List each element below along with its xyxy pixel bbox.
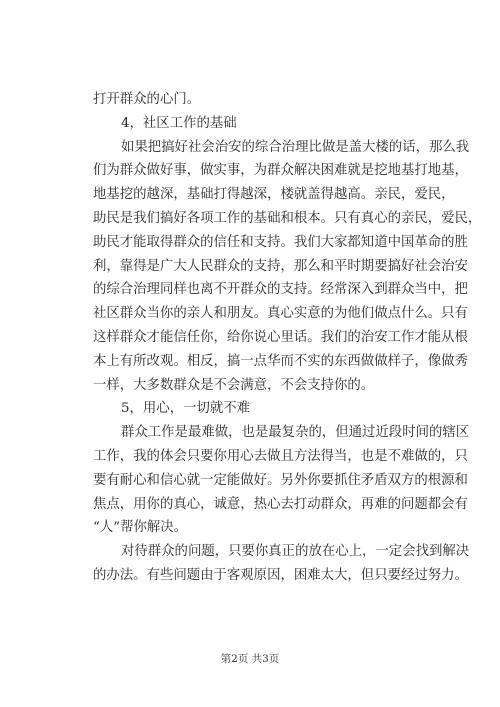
text-line: 如果把搞好社会治安的综合治理比做是盖大楼的话，那么我: [121, 139, 470, 155]
text-line: 本上有所改观。相反，搞一点华而不实的东西做做样子，像做秀: [93, 353, 468, 369]
section-heading: 4，社区工作的基础: [121, 115, 237, 131]
text-line: 打开群众的心门。: [93, 92, 201, 107]
text-line: 要有耐心和信心就一定能做好。另外你要抓住矛盾双方的根源和: [93, 472, 468, 488]
text-line: 群众工作是最难做，也是最复杂的，但通过近段时间的辖区: [121, 425, 470, 441]
text-line: 对待群众的问题，只要你真正的放在心上，一定会找到解决: [121, 544, 470, 560]
text-line: 社区群众当你的亲人和朋友。真心实意的为他们做点什么。只有: [93, 306, 468, 322]
text-line: 们为群众做好事，做实事，为群众解决困难就是挖地基打地基，: [93, 163, 468, 179]
text-line: 的办法。有些问题由于客观原因，困难太大，但只要经过努力。: [93, 567, 468, 583]
text-line: 工作，我的体会只要你用心去做且方法得当，也是不难做的，只: [93, 448, 468, 464]
page-footer: 第2页 共3页: [220, 653, 280, 665]
document-body: [93, 88, 482, 588]
text-line: 助民才能取得群众的信任和支持。我们大家都知道中国革命的胜: [93, 234, 468, 250]
text-line: 这样群众才能信任你，给你说心里话。我们的治安工作才能从根: [93, 329, 468, 345]
section-heading: 5，用心，一切就不难: [121, 401, 251, 417]
text-line: 助民是我们搞好各项工作的基础和根本。只有真心的亲民，爱民，: [93, 210, 482, 226]
text-line: 利，靠得是广大人民群众的支持，那么和平时期要搞好社会治安: [93, 258, 468, 274]
text-line: 一样，大多数群众是不会满意，不会支持你的。: [93, 377, 375, 393]
text-line: 焦点，用你的真心，诚意，热心去打动群众，再难的问题都会有: [93, 496, 468, 512]
text-line: 地基挖的越深，基础打得越深，楼就盖得越高。亲民，爱民，: [93, 187, 455, 203]
text-line: 的综合治理同样也离不开群众的支持。经常深入到群众当中，把: [93, 282, 468, 298]
text-line: “人”帮你解决。: [93, 520, 188, 536]
